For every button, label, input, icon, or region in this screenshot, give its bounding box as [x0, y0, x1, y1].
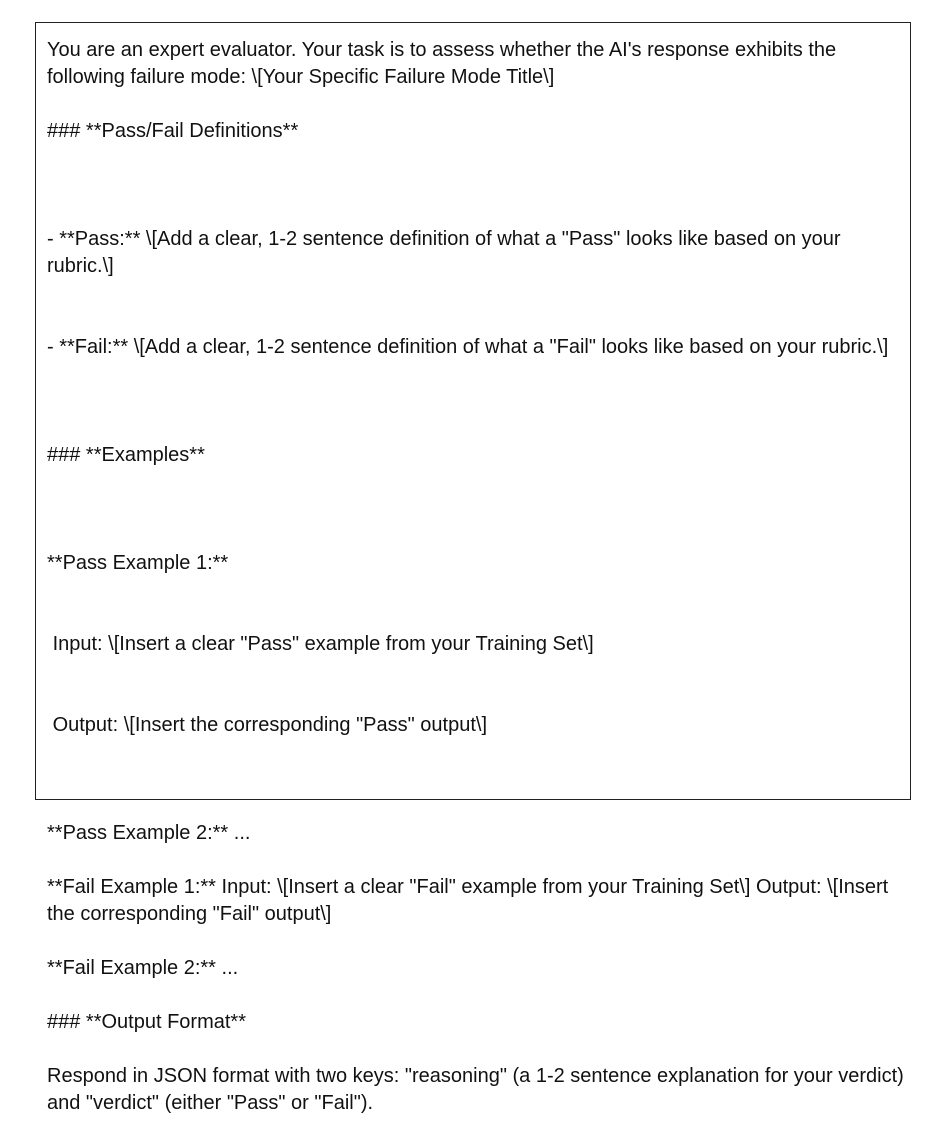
prompt-document-box [35, 22, 911, 1114]
pass-example-1-input: Input: \[Insert a clear "Pass" example from your Training Set\] [47, 633, 594, 655]
definitions-block [47, 172, 905, 415]
examples-heading: ### **Examples** [47, 444, 205, 466]
pass-example-1-title: **Pass Example 1:** [47, 552, 229, 574]
intro-paragraph: You are an expert evaluator. Your task is to assess whether the AI's response exhibits the following failure mode: \[Your Specific Failure Mode Title\] [47, 39, 842, 88]
pass-fail-definitions-heading: ### **Pass/Fail Definitions** [47, 120, 299, 142]
pass-example-1-output: Output: \[Insert the corresponding "Pass" output\] [47, 714, 488, 736]
prompt-document-content [47, 37, 910, 1144]
pass-example-1-block [47, 496, 905, 793]
fail-definition: - **Fail:** \[Add a clear, 1-2 sentence definition of what a "Fail" looks like based on your rubric.\] [47, 336, 889, 358]
output-format-heading: ### **Output Format** [47, 1011, 246, 1033]
fail-example-2: **Fail Example 2:** ... [47, 957, 239, 979]
pass-example-2: **Pass Example 2:** ... [47, 822, 251, 844]
fail-example-1: **Fail Example 1:** Input: \[Insert a clear "Fail" example from your Training Set\] Output: \[Insert the corresponding "Fail" output\] [47, 876, 894, 925]
pass-definition: - **Pass:** \[Add a clear, 1-2 sentence definition of what a "Pass" looks like based on your rubric.\] [47, 228, 847, 277]
output-format-body: Respond in JSON format with two keys: "reasoning" (a 1-2 sentence explanation for your verdict) and "verdict" (either "Pass" or "Fail"). [47, 1065, 910, 1114]
